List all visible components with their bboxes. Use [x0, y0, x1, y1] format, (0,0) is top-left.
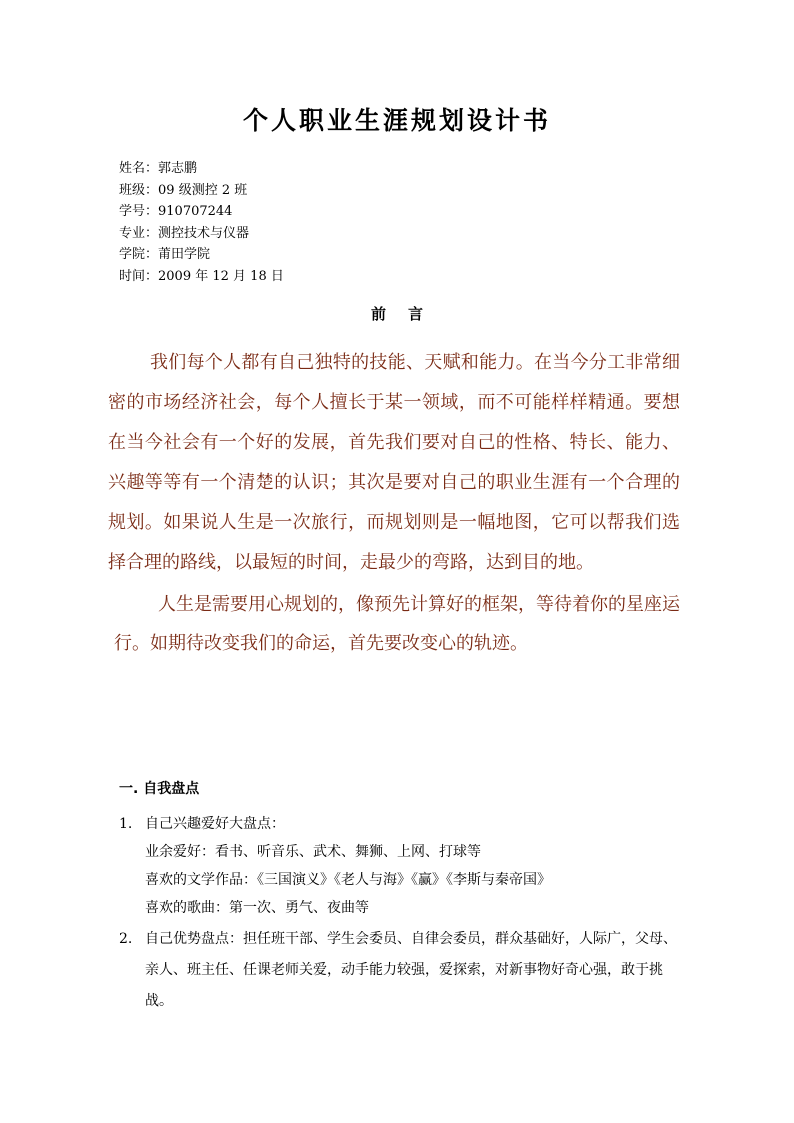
- info-value: 郭志鹏: [158, 161, 198, 176]
- list-item: [119, 810, 684, 922]
- info-row-major: [119, 223, 284, 245]
- info-row-date: [119, 266, 284, 288]
- info-value: 09 级测控 2 班: [158, 182, 248, 198]
- info-row-college: [119, 244, 284, 266]
- preface-paragraph: 我们每个人都有自己独特的技能、天赋和能力。在当今分工非常细密的市场经济社会，每个人擅长于某一领域，而不可能样样精通。要想在当今社会有一个好的发展，首先我们要对自己的性格、特长、能力、兴趣等等有一个清楚的认识；其次是要对自己的职业生涯有一个合理的规划。如果说人生是一次旅行，而规划则是一幅地图，它可以帮我们选择合理的路线，以最短的时间，走最少的弯路，达到目的地。: [108, 352, 680, 573]
- section-heading-self-review: 一. 自我盘点: [119, 781, 200, 797]
- info-row-class: [119, 180, 284, 202]
- list-item-line: 业余爱好：看书、听音乐、武术、舞狮、上网、打球等: [145, 844, 481, 860]
- self-review-list: [119, 810, 684, 1017]
- info-value: 测控技术与仪器: [158, 225, 250, 241]
- preface-body: [108, 343, 680, 663]
- info-value: 莆田学院: [158, 247, 211, 262]
- preface-heading: [0, 303, 794, 324]
- list-item-line: 喜欢的文学作品：《三国演义》《老人与海》《赢》《李斯与秦帝国》: [145, 872, 551, 888]
- list-item-number: 1.: [119, 816, 133, 832]
- info-label: 学院：: [119, 247, 159, 262]
- document-title: 个人职业生涯规划设计书: [242, 106, 551, 135]
- info-label: 时间：: [119, 268, 159, 284]
- info-label: 班级：: [119, 182, 159, 198]
- list-item: [119, 924, 684, 1017]
- preface-paragraph: 人生是需要用心规划的，像预先计算好的框架，等待着你的星座运行。如期待改变我们的命运，首先要改变心的轨迹。: [114, 594, 680, 654]
- list-item-title: 自己兴趣爱好大盘点：: [145, 816, 285, 832]
- personal-info: [119, 158, 284, 287]
- info-row-name: [119, 158, 284, 180]
- info-value: 910707244: [158, 204, 233, 219]
- info-row-student-id: [119, 201, 284, 223]
- list-item-line: 喜欢的歌曲：第一次、勇气、夜曲等: [145, 900, 369, 916]
- preface-heading-text: 前言: [370, 305, 445, 323]
- info-value: 2009 年 12 月 18 日: [158, 268, 284, 284]
- info-label: 学号：: [119, 204, 159, 219]
- list-item-number: 2.: [119, 931, 133, 947]
- info-label: 专业：: [119, 225, 159, 241]
- list-item-text: 自己优势盘点：担任班干部、学生会委员、自律会委员，群众基础好，人际广，父母、亲人、班主任、任课老师关爱，动手能力较强，爱探索，对新事物好奇心强，敢于挑战。: [145, 931, 677, 1009]
- info-label: 姓名：: [119, 161, 159, 176]
